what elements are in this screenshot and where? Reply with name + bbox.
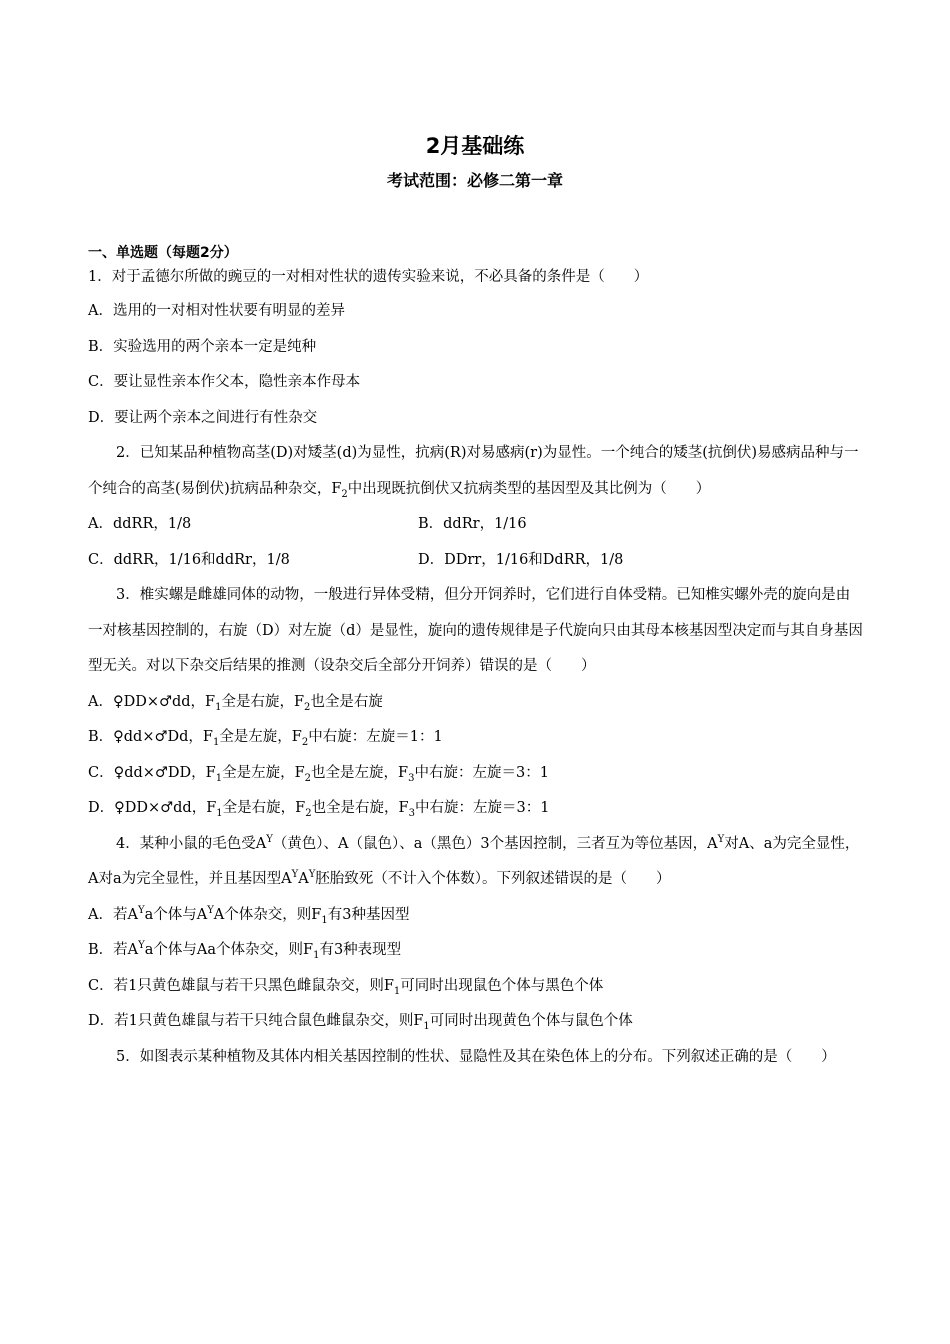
q4d-text2: 可同时出现黄色个体与鼠色个体 [429, 1013, 633, 1029]
q4a-text4: 有3种基因型 [327, 906, 410, 923]
question-5-stem: 5．如图表示某种植物及其体内相关基因控制的性状、显隐性及其在染色体上的分布。下列叙述正确的是（ ） [116, 1048, 836, 1065]
question-3-option-d [88, 791, 863, 827]
q4-sup2: Y [717, 833, 725, 845]
question-3-option-c [88, 756, 863, 792]
q4a-text3: A个体杂交，则F [213, 906, 322, 923]
question-2-option-d: D．DDrr，1/16和DdRR，1/8 [418, 551, 624, 568]
q4-sup4: Y [308, 869, 316, 881]
q4-sup1: Y [266, 833, 273, 845]
q4a-sup1: Y [137, 904, 145, 916]
q4a-text2: a个体与A [144, 906, 208, 923]
q3b-text2: 全是左旋，F [219, 729, 302, 745]
question-3-stem: 3．椎实螺是雌雄同体的动物，一般进行异体受精，但分开饲养时，它们进行自体受精。已知椎实螺外壳的旋向是由一对核基因控制的，右旋（D）对左旋（d）是显性，旋向的遗传规律是子代旋向只由其母本核基因型决定而与其自身基因型无关。对以下杂交后结果的推测（设杂交后全部分开饲养）错误的是（ ） [88, 587, 863, 674]
q4b-text3: 有3种表现型 [319, 942, 402, 958]
q4c-text2: 可同时出现鼠色个体与黑色个体 [400, 977, 604, 994]
q3d-text2: 全是右旋，F [222, 800, 306, 816]
q3d-text3: 也全是右旋，F [311, 800, 409, 816]
q3c-sub3: 3 [408, 772, 415, 784]
question-2-stem [88, 436, 863, 507]
q3d-text4: 中右旋：左旋＝3：1 [415, 800, 550, 816]
q4-text2: （黄色）、A（鼠色）、a（黑色）3个基因控制，三者互为等位基因，A [272, 835, 718, 852]
exam-scope: 考试范围：必修二第一章 [386, 171, 563, 190]
question-1-option-c: C．要让显性亲本作父本，隐性亲本作母本 [88, 374, 361, 390]
question-1-option-d: D．要让两个亲本之间进行有性杂交 [88, 409, 318, 426]
q3c-text4: 中右旋：左旋＝3：1 [414, 764, 549, 781]
q3b-text3: 中右旋：左旋＝1：1 [308, 729, 443, 745]
question-4-option-b [88, 933, 863, 969]
q3a-sub1: 1 [215, 701, 222, 713]
question-2-option-b: B．ddRr，1/16 [418, 516, 527, 532]
question-1-stem: 1．对于孟德尔所做的豌豆的一对相对性状的遗传实验来说，不必具备的条件是（ ） [88, 269, 649, 285]
q3b-sub2: 2 [301, 736, 309, 748]
question-2-option-a: A．ddRR，1/8 [88, 516, 192, 532]
q4c-text1: C．若1只黄色雄鼠与若干只黑色雌鼠杂交，则F [88, 977, 394, 994]
q3c-text3: 也全是左旋，F [311, 764, 409, 781]
q3d-text: D．♀DD×♂dd，F [88, 800, 217, 816]
question-1-option-b: B．实验选用的两个亲本一定是纯种 [88, 338, 317, 355]
q4-sup3: Y [291, 869, 299, 881]
q4b-sub: 1 [313, 949, 320, 961]
q4b-sup1: Y [138, 940, 145, 952]
q4a-sub: 1 [321, 914, 328, 926]
question-4-option-c [88, 969, 863, 1005]
q3a-text2: 全是右旋，F [221, 693, 305, 710]
q3b-sub1: 1 [212, 736, 220, 748]
q4b-text2: a个体与Aa个体杂交，则F [144, 942, 314, 958]
q3c-text2: 全是左旋，F [222, 764, 305, 781]
q3d-sub3: 3 [408, 807, 415, 819]
question-3-option-a [88, 685, 863, 721]
q4-text3: 对A、a为完全显性，A对a为完全显性，并且基因型A [88, 835, 860, 887]
q4a-sup2: Y [207, 904, 214, 916]
q4d-text1: D．若1只黄色雄鼠与若干只纯合鼠色雌鼠杂交，则F [88, 1013, 424, 1029]
q3b-text: B．♀dd×♂Dd，F [88, 729, 213, 745]
q4-text1: 4．某种小鼠的毛色受A [116, 835, 267, 852]
question-2-options-row-1 [88, 507, 863, 543]
q3d-sub2: 2 [305, 807, 312, 819]
question-2-option-c: C．ddRR，1/16和ddRr，1/8 [88, 551, 290, 568]
q3a-sub2: 2 [304, 701, 311, 713]
q3a-text3: 也全是右旋 [310, 693, 383, 710]
q2-stem-sub: 2 [341, 488, 348, 500]
question-list [88, 243, 863, 1075]
page-title: 2月基础练 [425, 134, 525, 158]
q3a-text: A．♀DD×♂dd，F [88, 693, 216, 710]
section-heading: 一、单选题（每题2分） [88, 245, 238, 261]
question-2-options-row-2 [88, 543, 863, 579]
question-1-option-a: A．选用的一对相对性状要有明显的差异 [88, 303, 345, 319]
question-4-stem [88, 827, 863, 898]
q4c-sub: 1 [393, 985, 401, 997]
q4-text5: 胚胎致死（不计入个体数）。下列叙述错误的是（ ） [315, 871, 671, 887]
q4b-text1: B．若A [88, 942, 139, 958]
question-4-option-d [88, 1004, 863, 1040]
q4-text4: A [298, 871, 309, 887]
q3c-sub1: 1 [215, 772, 223, 784]
q3d-sub1: 1 [216, 807, 223, 819]
q2-stem-text: 2．已知某品种植物高茎(D)对矮茎(d)为显性，抗病(R)对易感病(r)为显性。一个纯合的矮茎(抗倒伏)易感病品种与一个纯合的高茎(易倒伏)抗病品种杂交，F [88, 445, 859, 497]
q3c-text: C．♀dd×♂DD，F [88, 764, 216, 781]
question-3-option-b [88, 720, 863, 756]
q4a-text1: A．若A [88, 906, 138, 923]
q3c-sub2: 2 [304, 772, 312, 784]
question-4-option-a [88, 898, 863, 934]
q2-stem-text-end: 中出现既抗倒伏又抗病类型的基因型及其比例为（ ） [347, 480, 711, 497]
q4d-sub: 1 [423, 1020, 430, 1032]
